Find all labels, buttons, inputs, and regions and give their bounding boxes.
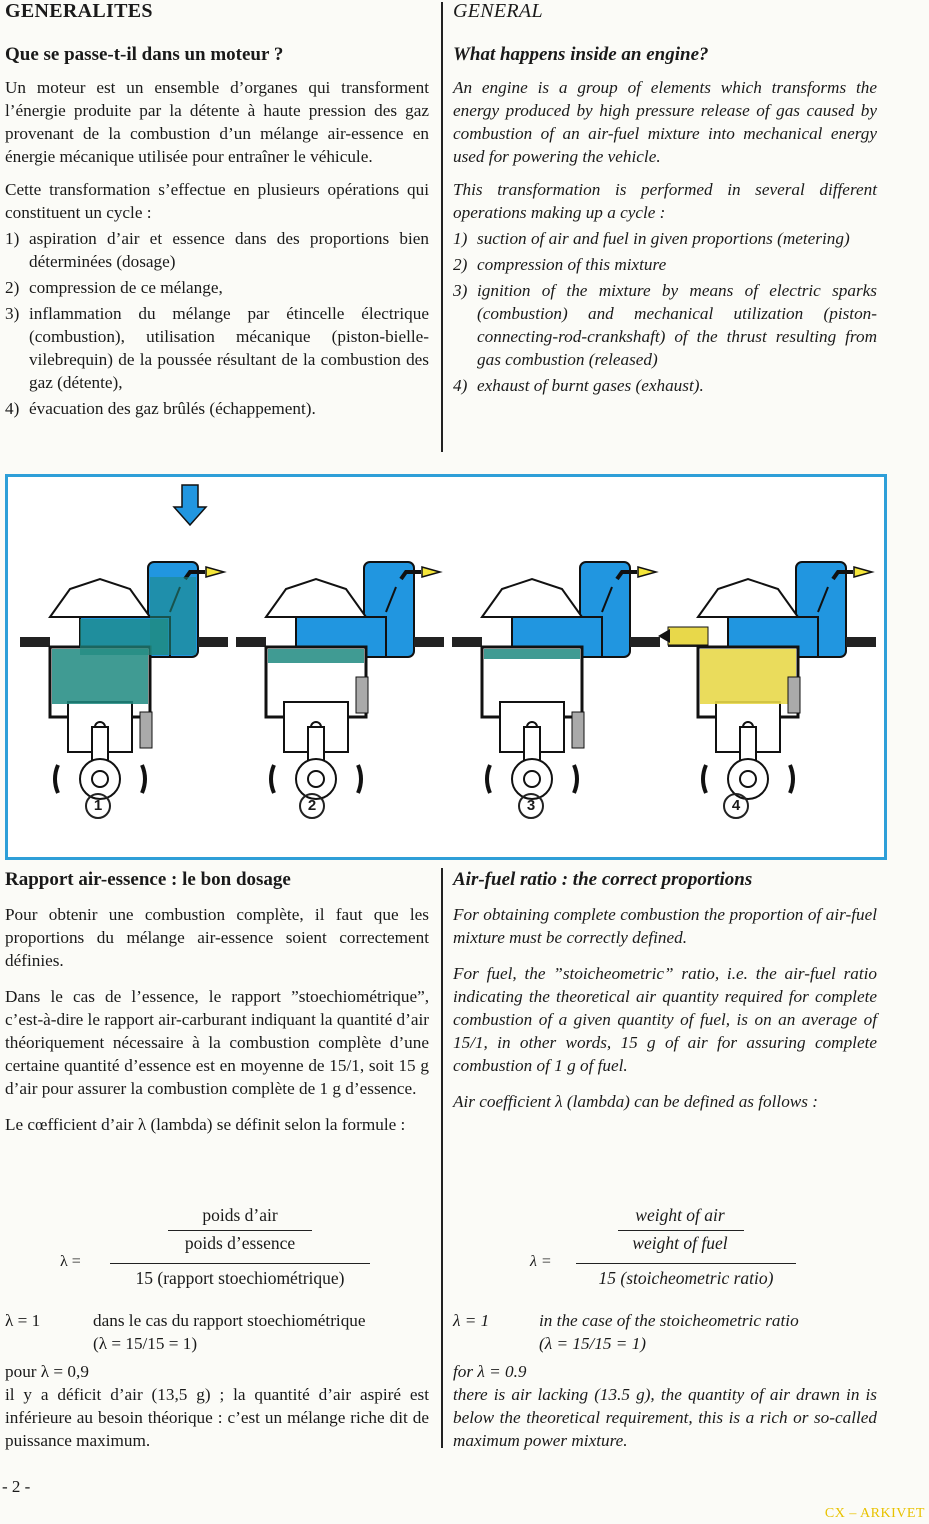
formula-denominator: weight of fuel [632, 1233, 728, 1253]
list-item: 1) suction of air and fuel in given proportions (metering) [453, 229, 850, 248]
cycle-list-fr [5, 227, 429, 420]
cycle-list-en [453, 227, 877, 397]
paragraph-en-3: For obtaining complete combustion the proportion of air-fuel mixture must be correctly defined. [453, 905, 877, 947]
list-item: 4) exhaust of burnt gases (exhaust). [453, 376, 704, 395]
engine-cycle-diagram [5, 474, 887, 860]
formula-ratio: 15 (stoicheometric ratio) [598, 1268, 774, 1288]
subtitle-en: What happens inside an engine? [453, 44, 709, 65]
column-divider-top [441, 2, 443, 452]
formula-ratio: 15 (rapport stoechiométrique) [135, 1268, 345, 1288]
paragraph-fr-1: Un moteur est un ensemble d’organes qui transforment l’énergie produite par la détente à haute pression des gaz provenant de la combustion d’un mélange air-essence en énergie mécanique utilisée pour entraîner le véhicule. [5, 78, 429, 166]
paragraph-fr-3: Pour obtenir une combustion complète, il faut que les proportions du mélange air-essence soient correctement définies. [5, 905, 429, 970]
paragraph-fr-4: Dans le cas de l’essence, le rapport ”stoechiométrique”, c’est-à-dire le rapport air-carburant indiquant la quantité d’air théoriquement nécessaire à la combustion complète d’une certaine quantité d’essence est en moyenne de 15/1, soit 15 g d’air pour assurer la combustion complète de 1 g d’essence. [5, 987, 429, 1098]
paragraph-en-6: there is air lacking (13.5 g), the quantity of air drawn in is below the theoretical requirement, this is a rich or so-called maximum power mixture. [453, 1385, 877, 1450]
lambda1-eq-fr: (λ = 15/15 = 1) [93, 1334, 198, 1353]
formula-denominator: poids d’essence [184, 1233, 296, 1253]
stroke-1-intake [20, 485, 228, 799]
paragraph-en-1: An engine is a group of elements which transforms the energy produced by high pressure release of gas caused by combustion of an air-fuel mixture into mechanical energy used for powering the vehicle. [453, 78, 877, 166]
stroke-number-3: 3 [518, 793, 544, 819]
list-item: 3) ignition of the mixture by means of electric sparks (combustion) and mechanical utilization (piston-connecting-rod-crankshaft) of the thrust resulting from gas combustion (released) [453, 281, 877, 369]
paragraph-fr-2: Cette transformation s’effectue en plusieurs opérations qui constituent un cycle : [5, 180, 429, 222]
paragraph-en-5: Air coefficient λ (lambda) can be defined as follows : [453, 1092, 818, 1111]
lambda09-en: for λ = 0.9 [453, 1362, 527, 1381]
lambda1-label-en: λ = 1 [453, 1311, 490, 1330]
paragraph-en-4: For fuel, the ”stoicheometric” ratio, i.e. the air-fuel ratio indicating the theoretical air quantity required for complete combustion of a given quantity of fuel, is on an average of 15/1, in other words, 15 g of air for assuring complete combustion of 1 g of fuel. [453, 964, 877, 1075]
section-title-en: GENERAL [453, 0, 543, 22]
paragraph-en-2: This transformation is performed in several different operations making up a cycle : [453, 180, 877, 222]
bottom-french-column [5, 868, 429, 1136]
paragraph-fr-5: Le cœfficient d’air λ (lambda) se définit selon la formule : [5, 1115, 406, 1134]
section-title-fr: GENERALITES [5, 0, 153, 22]
lambda1-eq-en: (λ = 15/15 = 1) [539, 1334, 647, 1353]
stroke-number-1: 1 [85, 793, 111, 819]
stroke-number-2: 2 [299, 793, 325, 819]
lambda-notes-en [453, 1309, 877, 1452]
lambda-symbol: λ = [60, 1253, 81, 1270]
watermark: CX – ARKIVET [824, 1506, 925, 1521]
subtitle-fr: Que se passe-t-il dans un moteur ? [5, 44, 284, 65]
subtitle-fr-2: Rapport air-essence : le bon dosage [5, 869, 291, 890]
formula-numerator: poids d’air [202, 1205, 278, 1225]
bottom-english-column [453, 868, 877, 1113]
list-item: 3) inflammation du mélange par étincelle électrique (combustion), utilisation mécanique (piston-bielle-vilebrequin) de la poussée résultant de la combustion des gaz (détente), [5, 304, 429, 392]
subtitle-en-2: Air-fuel ratio : the correct proportions [453, 869, 753, 890]
lambda1-text-fr: dans le cas du rapport stoechiométrique [93, 1311, 366, 1330]
stroke-3-power [452, 562, 660, 799]
stroke-number-4: 4 [723, 793, 749, 819]
top-french-column [5, 0, 429, 420]
paragraph-fr-6: il y a déficit d’air (13,5 g) ; la quantité d’air aspiré est inférieure au besoin théorique : c’est un mélange riche dit de puissance maximum. [5, 1385, 429, 1450]
lambda-symbol: λ = [530, 1253, 552, 1270]
lambda1-label-fr: λ = 1 [5, 1311, 41, 1330]
formula-numerator: weight of air [635, 1205, 725, 1225]
list-item: 2) compression de ce mélange, [5, 278, 223, 297]
top-english-column [453, 0, 877, 397]
stroke-4-exhaust [658, 562, 876, 799]
list-item: 1) aspiration d’air et essence dans des proportions bien déterminées (dosage) [5, 229, 429, 271]
lambda1-text-en: in the case of the stoicheometric ratio [539, 1311, 799, 1330]
page-number: - 2 - [2, 1477, 31, 1496]
stroke-2-compression [236, 562, 444, 799]
four-stroke-illustration [8, 477, 884, 857]
lambda-notes-fr [5, 1309, 429, 1452]
column-divider-bottom [441, 868, 443, 1448]
list-item: 4) évacuation des gaz brûlés (échappement). [5, 399, 316, 418]
lambda09-fr: pour λ = 0,9 [5, 1362, 89, 1381]
list-item: 2) compression of this mixture [453, 255, 667, 274]
